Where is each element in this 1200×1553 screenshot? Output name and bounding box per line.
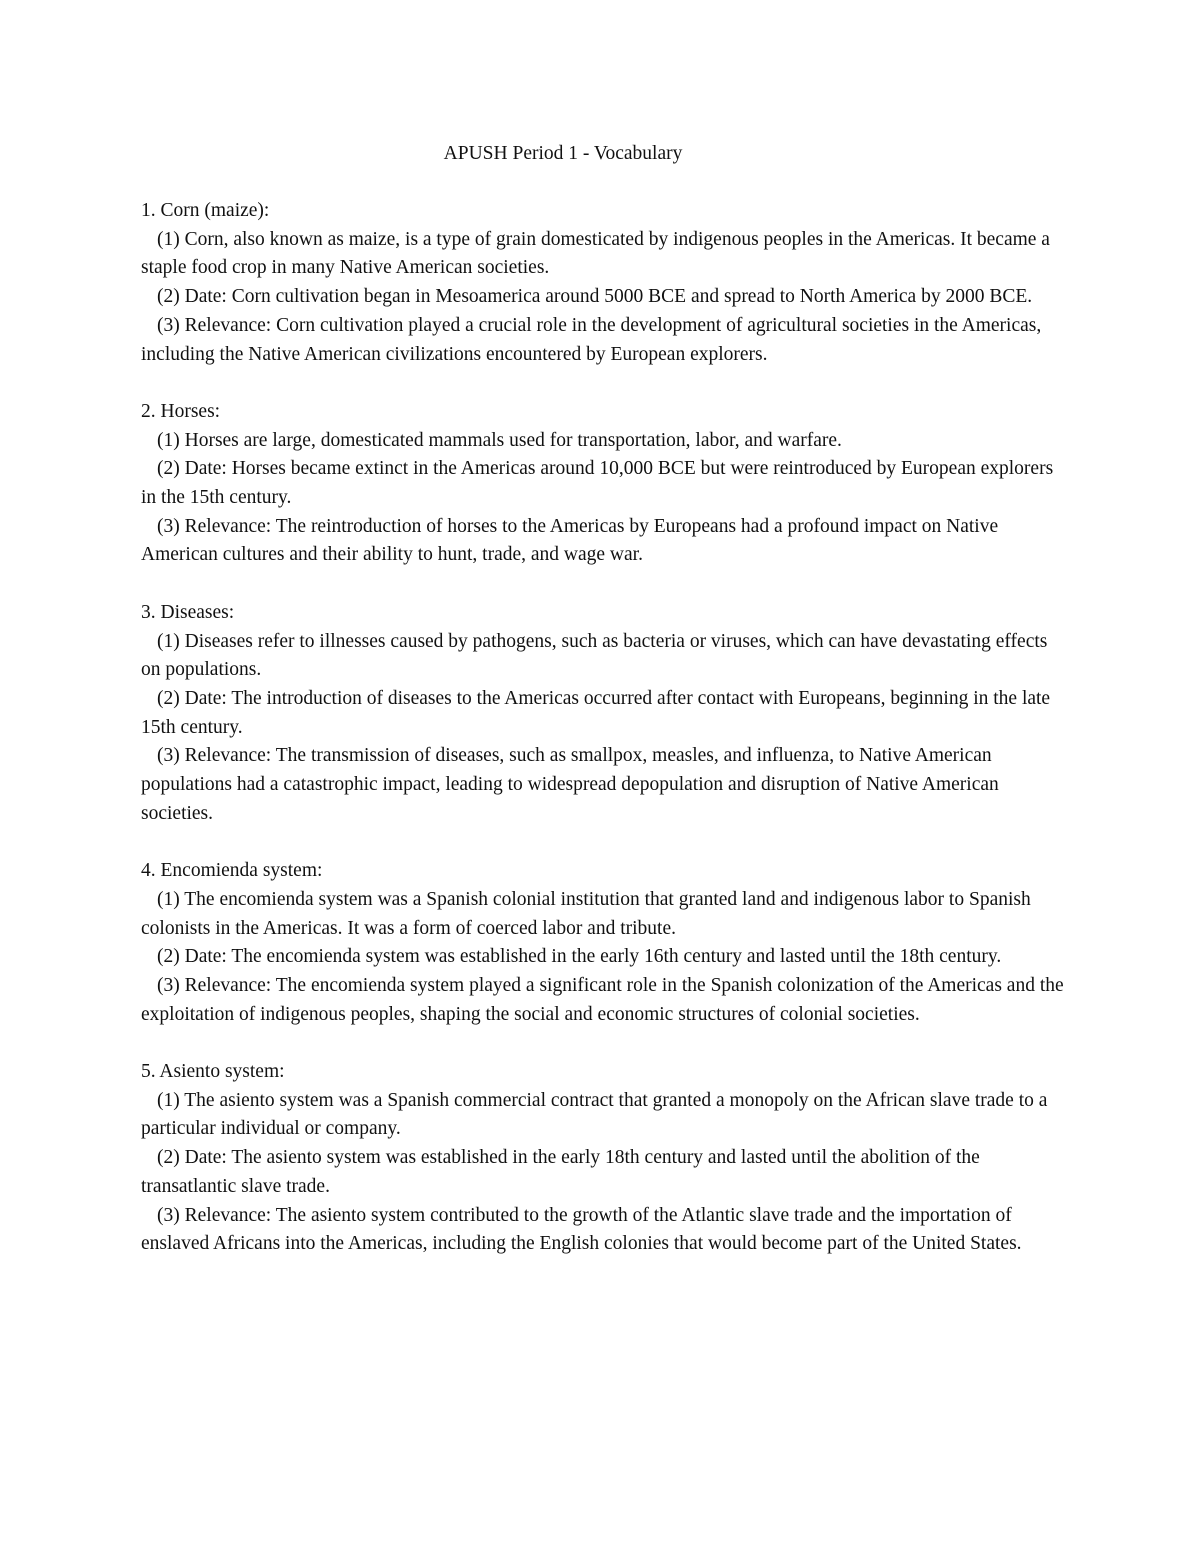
vocabulary-list [141,197,1071,1259]
vocab-entry-diseases [141,599,1071,829]
vocab-term: 5. Asiento system: [141,1061,285,1083]
vocab-entry-asiento-system [141,1058,1071,1259]
vocab-entry-encomienda-system [141,857,1071,1029]
vocab-definition: (1) Horses are large, domesticated mammals used for transportation, labor, and warfare. [157,429,842,451]
vocab-definition: (1) Diseases refer to illnesses caused by pathogens, such as bacteria or viruses, which can have devastating effects on populations. [141,630,1048,681]
vocab-date: (2) Date: The asiento system was established in the early 18th century and lasted until the abolition of the transatlantic slave trade. [141,1147,980,1197]
vocab-definition: (1) The encomienda system was a Spanish colonial institution that granted land and indigenous labor to Spanish colonists in the Americas. It was a form of coerced labor and tribute. [141,888,1031,939]
vocab-definition: (1) Corn, also known as maize, is a type of grain domesticated by indigenous peoples in the Americas. It became a staple food crop in many Native American societies. [141,228,1050,279]
vocab-entry-horses [141,398,1071,570]
vocab-term: 1. Corn (maize): [141,200,270,221]
vocab-date: (2) Date: Horses became extinct in the Americas around 10,000 BCE but were reintroduced by European explorers in the 15th century. [141,458,1054,509]
vocab-relevance: (3) Relevance: The reintroduction of horses to the Americas by Europeans had a profound impact on Native American cultures and their ability to hunt, trade, and wage war. [141,515,999,566]
vocab-date: (2) Date: The encomienda system was established in the early 16th century and lasted until the 18th century. [157,946,1002,968]
vocab-entry-corn [141,197,1071,369]
vocab-term: 3. Diseases: [141,601,235,623]
vocab-term: 2. Horses: [141,400,221,422]
vocab-relevance: (3) Relevance: The transmission of diseases, such as smallpox, measles, and influenza, to Native American populations had a catastrophic impact, leading to widespread depopulation and disruption of Native American societies. [141,745,999,824]
vocab-definition: (1) The asiento system was a Spanish commercial contract that granted a monopoly on the African slave trade to a particular individual or company. [141,1089,1048,1140]
vocab-term: 4. Encomienda system: [141,860,323,882]
vocab-relevance: (3) Relevance: Corn cultivation played a crucial role in the development of agricultural societies in the Americas, including the Native American civilizations encountered by European explorers. [141,314,1042,365]
vocab-date: (2) Date: The introduction of diseases to the Americas occurred after contact with Europeans, beginning in the late 15th century. [141,687,1051,738]
vocab-relevance: (3) Relevance: The encomienda system played a significant role in the Spanish colonization of the Americas and the exploitation of indigenous peoples, shaping the social and economic structures of colonial societies. [141,974,1064,1025]
document-title: APUSH Period 1 - Vocabulary [443,143,683,164]
vocab-relevance: (3) Relevance: The asiento system contributed to the growth of the Atlantic slave trade and the importation of enslaved Africans into the Americas, including the English colonies that would become part of the United States. [141,1204,1022,1255]
vocab-date: (2) Date: Corn cultivation began in Mesoamerica around 5000 BCE and spread to North America by 2000 BCE. [157,286,1033,308]
